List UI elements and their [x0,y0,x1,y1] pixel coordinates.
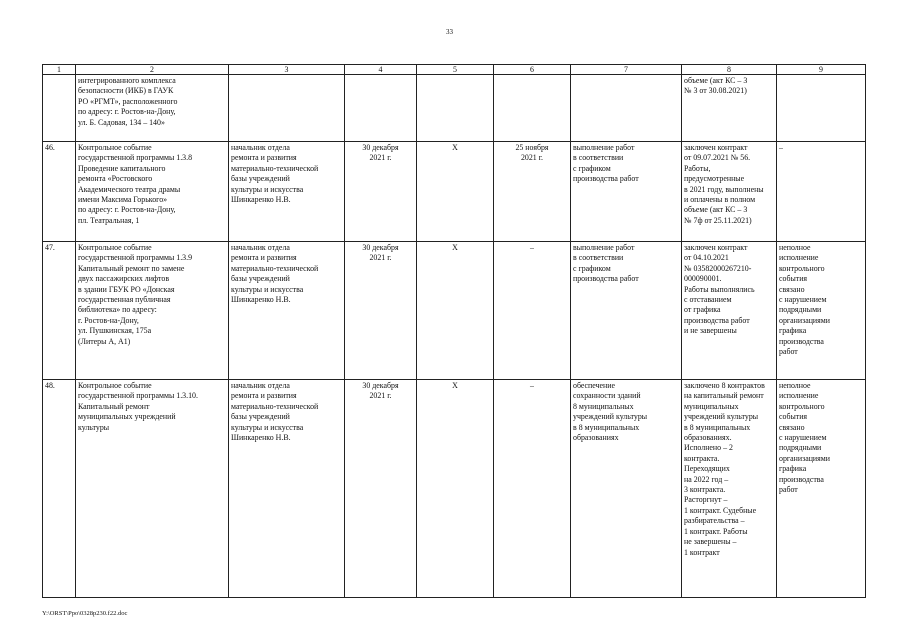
text-line: образованиях [573,433,619,443]
text-line: и не завершены [684,326,737,336]
text-line: в здании ГБУК РО «Донская [78,284,175,294]
text-line: не завершены – [684,537,737,547]
text-line: выполнение работ [573,243,635,252]
text-line: сохранности зданий [573,391,641,401]
fact-date-x-cell [417,142,494,242]
text-line: начальник отдела [231,243,290,252]
text-line: Контрольное событие [78,143,152,152]
text-line: от 09.07.2021 № 56. [684,153,751,163]
text-line: Шинкаренко Н.В. [231,295,291,305]
text-line: в 2021 году, выполнены [684,184,764,194]
row-number-cell [43,142,76,242]
responsible-cell [229,142,345,242]
text-line: в соответствии [573,153,624,163]
text-line: контрольного [779,263,825,273]
page-number: 33 [446,28,453,36]
text-line: связано [779,284,805,294]
text-line: государственной программы 1.3.10. [78,391,198,401]
expected-result-cell [571,75,682,142]
file-path-footer: Y:\ORST\Ppo\0328p230.f22.doc [42,610,128,617]
header-row [43,65,866,75]
event-cell [76,75,229,142]
text-line: производства работ [573,174,639,184]
text-line: неполное [779,243,811,252]
expected-result-cell [571,142,682,242]
text-line: 000090001. [684,274,722,284]
text-line: интегрированного комплекса [78,76,176,85]
header-cell: 2 [76,65,229,75]
row-number-text: 47. [45,243,55,252]
text-line: двух пассажирских лифтов [78,274,170,284]
text-line: производства работ [684,315,750,325]
row-number-text: 46. [45,143,55,152]
text-line: 2021 г. [369,391,392,401]
row-number-cell [43,242,76,380]
actual-result-cell [682,380,777,598]
text-line: заключен контракт [684,243,748,252]
text-line: по адресу: г. Ростов-на-Дону, [78,205,176,215]
table-row [43,142,866,242]
text-line: объеме (акт КС – 3 [684,205,748,215]
text-line: Проведение капитального [78,163,166,173]
text-line: библиотека» по адресу: [78,305,157,315]
text-line: с нарушением [779,433,827,443]
fact-date-x-cell [417,242,494,380]
text-line: РО «РГМТ», расположенного [78,96,178,106]
text-line: ул. Пушкинская, 175а [78,326,152,336]
text-line: 2021 г. [369,253,392,263]
text-line: учреждений культуры [684,412,759,422]
text-line: с нарушением [779,295,827,305]
actual-result-cell [682,142,777,242]
text-line: Шинкаренко Н.В. [231,433,291,443]
text-line: подрядными [779,305,822,315]
fact-date-x-text: X [452,381,458,390]
text-line: культуры и искусства [231,184,304,194]
text-line: имени Максима Горького» [78,195,168,205]
text-line: исполнение [779,391,819,401]
event-cell [76,380,229,598]
actual-result-cell [682,242,777,380]
text-line: организациями [779,315,830,325]
text-line: разбирательства – [684,516,745,526]
table-row [43,380,866,598]
text-line: № 03582000267210- [684,263,752,273]
text-line: заключен контракт [684,143,748,152]
text-line: – [530,243,534,252]
header-cell: 8 [682,65,777,75]
text-line: объеме (акт КС – 3 [684,76,748,85]
text-line: на 2022 год – [684,474,729,484]
text-line: начальник отдела [231,381,290,390]
text-line: 8 муниципальных [573,401,634,411]
responsible-cell [229,242,345,380]
row-number-cell [43,380,76,598]
text-line: Капитальный ремонт [78,401,150,411]
text-line: Контрольное событие [78,243,152,252]
text-line: ремонта и развития [231,153,297,163]
text-line: культуры и искусства [231,284,304,294]
text-line: от 04.10.2021 [684,253,729,263]
fact-date-x-text: X [452,243,458,252]
text-line: – [530,381,534,390]
text-line: исполнение [779,253,819,263]
text-line: и оплачены в полном [684,195,756,205]
text-line: на капитальный ремонт [684,391,764,401]
text-line: 30 декабря [362,243,399,252]
text-line: от графика [684,305,721,315]
text-line: производства [779,474,824,484]
responsible-cell [229,380,345,598]
text-line: подрядными [779,443,822,453]
text-line: № 3 от 30.08.2021) [684,86,747,96]
text-line: Работы, [684,163,711,173]
text-line: (Литеры А, А1) [78,336,131,346]
text-line: события [779,274,808,284]
text-line: учреждений культуры [573,412,648,422]
text-line: Капитальный ремонт по замене [78,263,185,273]
fact-date-cell [494,242,571,380]
text-line: 1 контракт. Судебные [684,505,757,515]
header-cell: 5 [417,65,494,75]
text-line: муниципальных учреждений [78,412,176,422]
text-line: события [779,412,808,422]
text-line: Академического театра драмы [78,184,181,194]
plan-date-cell [345,380,417,598]
text-line: с отставанием [684,295,732,305]
text-line: Переходящих [684,464,730,474]
reasons-cell [777,380,866,598]
text-line: Исполнено – 2 [684,443,733,453]
reasons-cell [777,142,866,242]
plan-date-cell [345,75,417,142]
text-line: связано [779,422,805,432]
text-line: муниципальных [684,401,739,411]
text-line: безопасности (ИКБ) в ГАУК [78,86,174,96]
text-line: 30 декабря [362,143,399,152]
text-line: графика [779,326,807,336]
text-line: 2021 г. [369,153,392,163]
text-line: предусмотренные [684,174,745,184]
text-line: графика [779,464,807,474]
text-line: начальник отдела [231,143,290,152]
text-line: государственной программы 1.3.9 [78,253,193,263]
text-line: культуры [78,422,110,432]
text-line: 1 контракт [684,547,720,557]
text-line: базы учреждений [231,274,290,284]
fact-date-x-cell [417,75,494,142]
fact-date-x-cell [417,380,494,598]
fact-date-cell [494,142,571,242]
text-line: ремонта и развития [231,391,297,401]
text-line: неполное [779,381,811,390]
fact-date-cell [494,75,571,142]
text-line: материально-технической [231,401,319,411]
header-cell: 7 [571,65,682,75]
table-row [43,75,866,142]
text-line: в 8 муниципальных [573,422,640,432]
actual-result-cell [682,75,777,142]
text-line: г. Ростов-на-Дону, [78,315,139,325]
text-line: обеспечение [573,381,616,390]
text-line: контракта. [684,453,720,463]
text-line: образованиях. [684,433,732,443]
text-line: выполнение работ [573,143,635,152]
text-line: контрольного [779,401,825,411]
header-cell: 4 [345,65,417,75]
text-line: 30 декабря [362,381,399,390]
text-line: производства работ [573,274,639,284]
text-line: материально-технической [231,163,319,173]
row-number-cell [43,75,76,142]
text-line: производства [779,336,824,346]
text-line: государственной программы 1.3.8 [78,153,193,163]
text-line: с графиком [573,163,611,173]
text-line: 1 контракт. Работы [684,526,748,536]
fact-date-cell [494,380,571,598]
text-line: 3 контракта. [684,485,726,495]
header-cell: 1 [43,65,76,75]
plan-date-cell [345,242,417,380]
text-line: – [779,143,783,152]
text-line: Расторгнут – [684,495,728,505]
header-cell: 9 [777,65,866,75]
responsible-cell [229,75,345,142]
text-line: ул. Б. Садовая, 134 – 140» [78,117,165,127]
text-line: государственная публичная [78,295,171,305]
text-line: ремонта и развития [231,253,297,263]
text-line: по адресу: г. Ростов-на-Дону, [78,107,176,117]
text-line: Шинкаренко Н.В. [231,195,291,205]
row-number-text: 48. [45,381,55,390]
reasons-cell [777,75,866,142]
event-cell [76,142,229,242]
text-line: базы учреждений [231,174,290,184]
text-line: Работы выполнялись [684,284,755,294]
expected-result-cell [571,380,682,598]
text-line: работ [779,347,798,357]
text-line: в соответствии [573,253,624,263]
text-line: 25 ноября [515,143,549,152]
text-line: организациями [779,453,830,463]
text-line: работ [779,485,798,495]
table-row [43,242,866,380]
header-cell: 6 [494,65,571,75]
expected-result-cell [571,242,682,380]
event-cell [76,242,229,380]
text-line: ремонта «Ростовского [78,174,153,184]
report-table [42,64,866,598]
text-line: № 7ф от 25.11.2021) [684,215,752,225]
reasons-cell [777,242,866,380]
text-line: заключено 8 контрактов [684,381,765,390]
text-line: материально-технической [231,263,319,273]
text-line: Контрольное событие [78,381,152,390]
text-line: базы учреждений [231,412,290,422]
plan-date-cell [345,142,417,242]
text-line: культуры и искусства [231,422,304,432]
header-cell: 3 [229,65,345,75]
fact-date-x-text: X [452,143,458,152]
text-line: пл. Театральная, 1 [78,215,140,225]
text-line: с графиком [573,263,611,273]
text-line: 2021 г. [520,153,544,163]
text-line: в 8 муниципальных [684,422,751,432]
